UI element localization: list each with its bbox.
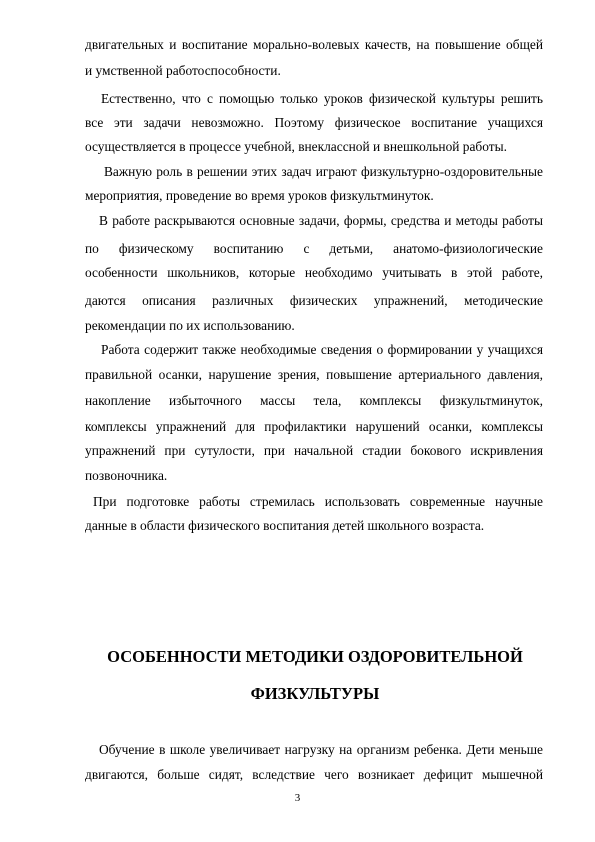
paragraph-5-line-3: накопление избыточного массы тела, комплексы физкультминуток, bbox=[85, 393, 543, 408]
section-heading-line-1: ОСОБЕННОСТИ МЕТОДИКИ ОЗДОРОВИТЕЛЬНОЙ bbox=[107, 647, 523, 666]
paragraph-1-line-2: и умственной работоспособности. bbox=[85, 63, 281, 78]
paragraph-4-line-3: особенности школьников, которые необходимо учитывать в этой работе, bbox=[85, 265, 543, 280]
paragraph-5-line-1: Работа содержит также необходимые сведения о формировании у учащихся bbox=[101, 342, 543, 357]
paragraph-4-line-5: рекомендации по их использованию. bbox=[85, 318, 295, 333]
paragraph-5-line-2: правильной осанки, нарушение зрения, повышение артериального давления, bbox=[85, 367, 543, 382]
paragraph-3-line-1: Важную роль в решении этих задач играют физкультурно-оздоровительные bbox=[104, 164, 543, 179]
paragraph-2-line-1: Естественно, что с помощью только уроков физической культуры решить bbox=[101, 91, 543, 106]
paragraph-3-line-2: мероприятия, проведение во время уроков физкультминуток. bbox=[85, 188, 434, 203]
paragraph-1-line-1: двигательных и воспитание морально-волевых качеств, на повышение общей bbox=[85, 37, 543, 52]
paragraph-7-line-1: Обучение в школе увеличивает нагрузку на организм ребенка. Дети меньше bbox=[99, 742, 543, 757]
paragraph-4-line-2: по физическому воспитанию с детьми, анатомо-физиологические bbox=[85, 241, 543, 256]
paragraph-5-line-5: упражнений при сутулости, при начальной стадии бокового искривления bbox=[85, 443, 543, 458]
page-number: 3 bbox=[294, 792, 301, 804]
paragraph-4-line-4: даются описания различных физических упражнений, методические bbox=[85, 293, 543, 308]
paragraph-6-line-1: При подготовке работы стремилась использовать современные научные bbox=[93, 494, 543, 509]
paragraph-2-line-3: осуществляется в процессе учебной, внеклассной и внешкольной работы. bbox=[85, 139, 507, 154]
paragraph-5-line-6: позвоночника. bbox=[85, 468, 168, 483]
paragraph-2-line-2: все эти задачи невозможно. Поэтому физическое воспитание учащихся bbox=[85, 115, 543, 130]
paragraph-6-line-2: данные в области физического воспитания детей школьного возраста. bbox=[85, 518, 485, 533]
paragraph-7-line-2: двигаются, больше сидят, вследствие чего возникает дефицит мышечной bbox=[85, 767, 543, 782]
paragraph-4-line-1: В работе раскрываются основные задачи, формы, средства и методы работы bbox=[99, 213, 543, 228]
paragraph-5-line-4: комплексы упражнений для профилактики нарушений осанки, комплексы bbox=[85, 419, 543, 434]
section-heading-line-2: ФИЗКУЛЬТУРЫ bbox=[250, 684, 380, 703]
